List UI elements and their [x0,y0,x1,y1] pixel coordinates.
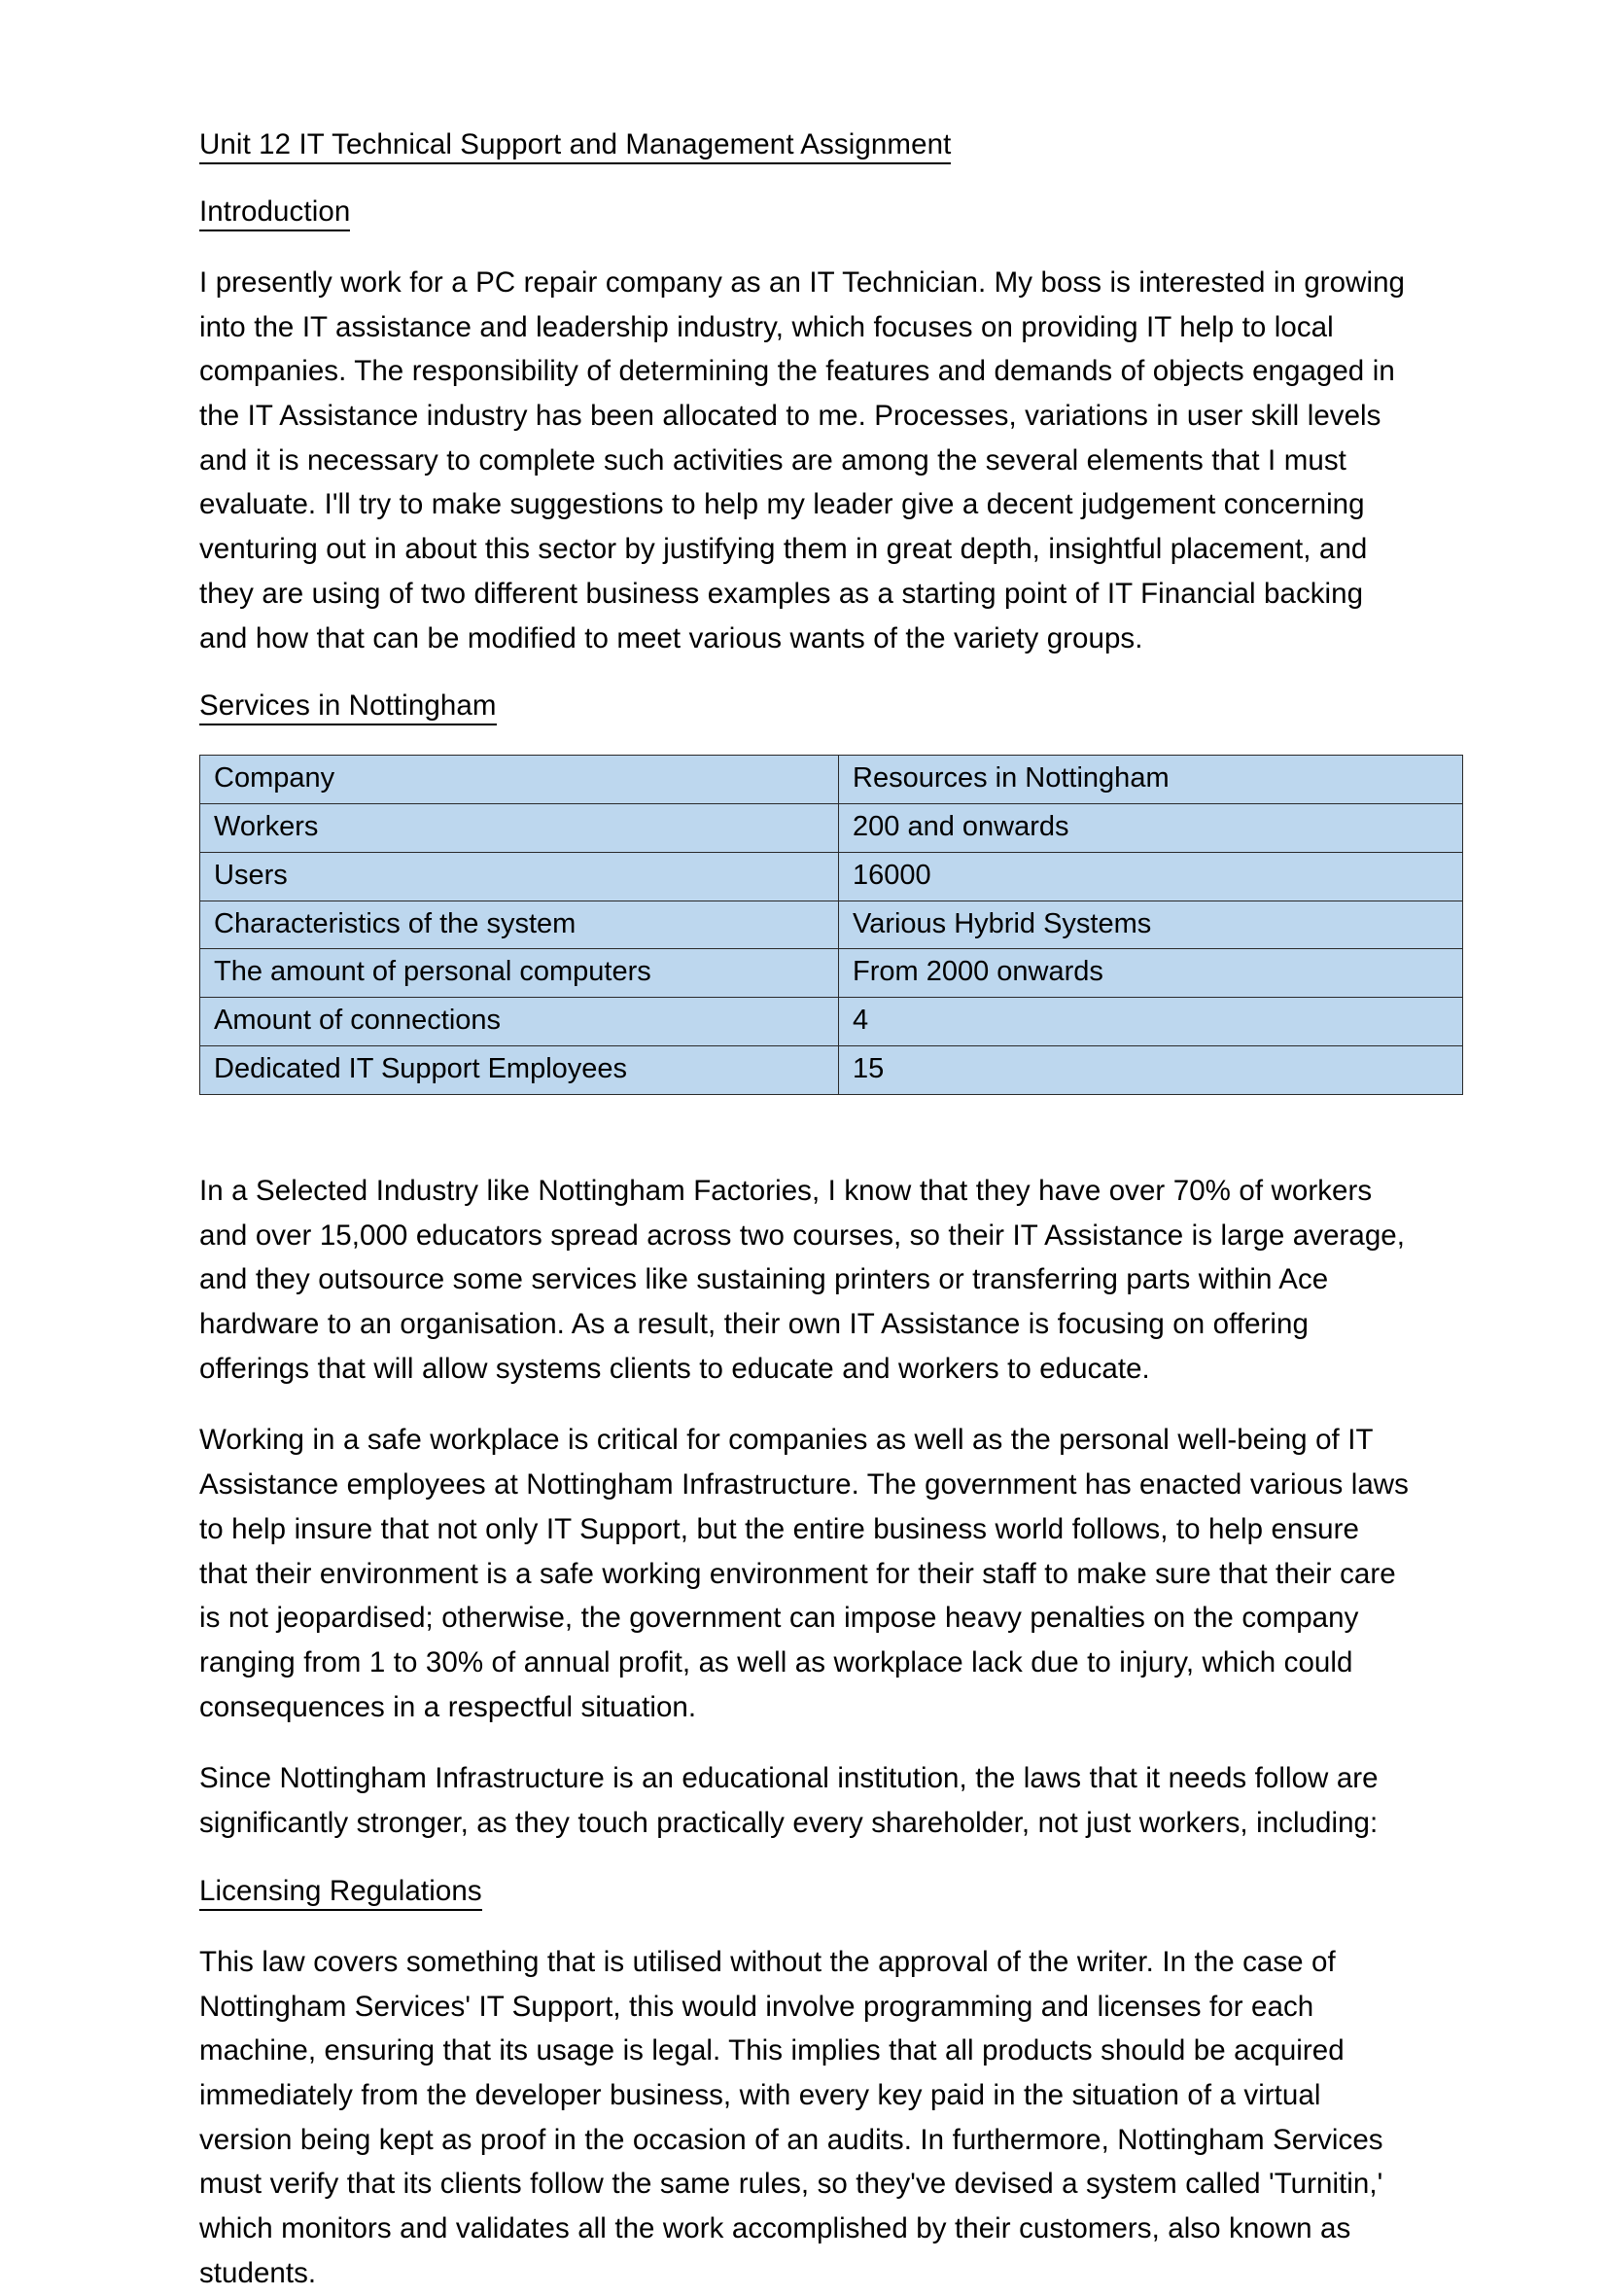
paragraph-education-laws: Since Nottingham Infrastructure is an educational institution, the laws that it needs follow are significantly stronger, as they touch practically every shareholder, not just workers, including: [199,1762,1379,1840]
document-body [199,126,1410,2296]
section-heading-licensing-text: Licensing Regulations [199,1875,482,1911]
paragraph-safety: Working in a safe workplace is critical for companies as well as the personal well-being of IT Assistance employees at Nottingham Infrastructure. The government has enacted various laws to help insure that not only IT Support, but the entire business world follows, to help ensure that their environment is a safe working environment for their staff to make sure that their care is not jeopardised; otherwise, the government can impose heavy penalties on the company ranging from 1 to 30% of annual profit, as well as workplace lack due to injury, which could consequences in a respectful situation. [199,1424,1409,1723]
table-bottom-spacer [199,1113,1410,1169]
table-cell-label: Company [200,756,839,804]
services-table [199,755,1463,1095]
table-row [200,852,1463,901]
section-heading-introduction [199,194,1410,231]
table-row [200,901,1463,949]
document-title-text: Unit 12 IT Technical Support and Management Assignment [199,128,951,164]
table-cell-value: 15 [839,1046,1463,1095]
table-cell-value: Various Hybrid Systems [839,901,1463,949]
table-row [200,949,1463,998]
table-cell-label: The amount of personal computers [200,949,839,998]
paragraph-introduction: I presently work for a PC repair company as an IT Technician. My boss is interested in growing into the IT assistance and leadership industry, which focuses on providing IT help to local companies. The responsibility of determining the features and demands of objects engaged in the IT Assistance industry has been allocated to me. Processes, variations in user skill levels and it is necessary to complete such activities are among the several elements that I must evaluate. I'll try to make suggestions to help my leader give a decent judgement concerning venturing out in about this sector by justifying them in great depth, insightful placement, and they are using of two different business examples as a starting point of IT Financial backing and how that can be modified to meet various wants of the variety groups. [199,265,1406,654]
section-heading-introduction-text: Introduction [199,195,350,231]
section-heading-licensing [199,1873,1410,1911]
table-cell-value: Resources in Nottingham [839,756,1463,804]
table-row [200,804,1463,853]
table-cell-label: Characteristics of the system [200,901,839,949]
table-cell-value: 200 and onwards [839,804,1463,853]
services-table-body [200,756,1463,1095]
table-row [200,1046,1463,1095]
paragraph-licensing: This law covers something that is utilised without the approval of the writer. In the case of Nottingham Services' IT Support, this would involve programming and licenses for each machine, ensuring that its usage is legal. This implies that all products should be acquired immediately from the developer business, with every key paid in the situation of a virtual version being kept as proof in the occasion of an audits. In furthermore, Nottingham Services must verify that its clients follow the same rules, so they've devised a system called 'Turnitin,' which monitors and validates all the work accomplished by their customers, also known as students. [199,1945,1383,2289]
table-cell-value: 16000 [839,852,1463,901]
table-cell-label: Workers [200,804,839,853]
paragraph-industry: In a Selected Industry like Nottingham Factories, I know that they have over 70% of workers and over 15,000 educators spread across two courses, so their IT Assistance is large average, and they outsource some services like sustaining printers or transferring parts within Ace hardware to an organisation. As a result, their own IT Assistance is focusing on offering offerings that will allow systems clients to educate and workers to educate. [199,1174,1406,1385]
section-heading-services-text: Services in Nottingham [199,689,497,725]
table-row [200,998,1463,1046]
table-cell-label: Amount of connections [200,998,839,1046]
table-row [200,756,1463,804]
table-cell-value: From 2000 onwards [839,949,1463,998]
table-cell-label: Dedicated IT Support Employees [200,1046,839,1095]
document-title [199,126,1410,164]
table-cell-label: Users [200,852,839,901]
section-heading-services [199,688,1410,725]
table-cell-value: 4 [839,998,1463,1046]
